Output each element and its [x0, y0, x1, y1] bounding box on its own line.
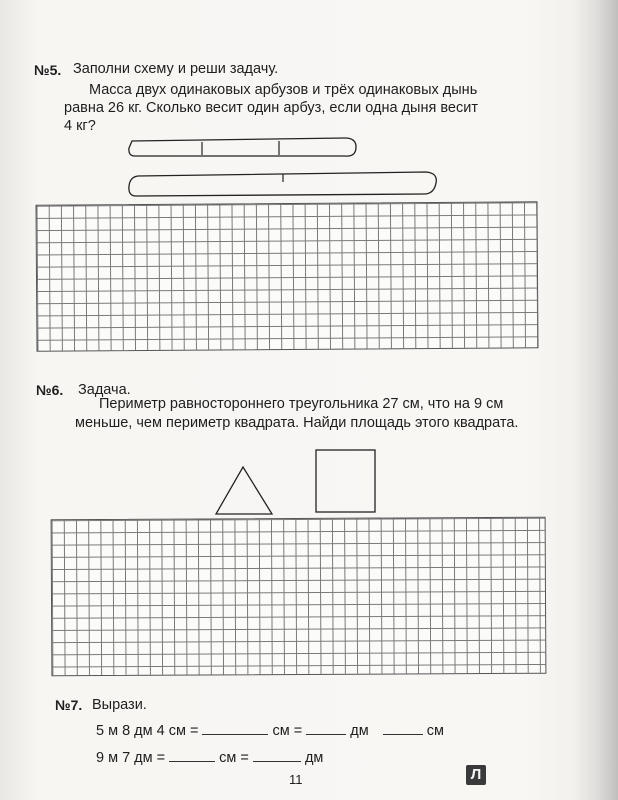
task6-number: №6.: [36, 382, 64, 398]
task7-title: Вырази.: [92, 697, 147, 713]
task5-answer-grid[interactable]: [35, 201, 538, 352]
task5-title: Заполни схему и реши задачу.: [73, 61, 279, 77]
task7-row1: [96, 722, 444, 740]
row1-expression: 5 м 8 дм 4 см =: [96, 723, 199, 739]
publisher-logo: Л: [466, 765, 486, 785]
task5-text-line1: Масса двух одинаковых арбузов и трёх одинаковых дынь: [89, 82, 478, 98]
task7-row2: [96, 749, 323, 767]
task6-text-line1: Периметр равностороннего треугольника 27 см, что на 9 см: [99, 396, 504, 412]
scheme-bar-watermelons: [129, 138, 356, 156]
row2-answer-dm[interactable]: [253, 749, 301, 762]
task6-text-line2: меньше, чем периметр квадрата. Найди площадь этого квадрата.: [75, 415, 519, 431]
square-figure: [316, 450, 375, 512]
triangle-figure: [216, 467, 272, 514]
row2-unit-dm: дм: [304, 750, 324, 766]
row1-unit-cm: см =: [272, 723, 303, 739]
page-number: 11: [289, 772, 303, 787]
row1-unit-cm2: см: [426, 723, 445, 739]
task5-number: №5.: [34, 62, 62, 78]
page-spine-shadow: [574, 0, 618, 800]
task6-answer-grid[interactable]: [51, 517, 547, 677]
row2-answer-cm[interactable]: [169, 749, 215, 762]
task5-scheme: [120, 130, 450, 205]
row1-answer-cm[interactable]: [202, 722, 268, 735]
row2-unit-cm: см =: [219, 750, 249, 766]
task5-text-line3: 4 кг?: [64, 118, 96, 134]
row1-answer-dm[interactable]: [306, 722, 346, 735]
row2-expression: 9 м 7 дм =: [96, 750, 166, 766]
task6-title: Задача.: [78, 382, 131, 398]
task6-figures: [210, 445, 380, 520]
row1-answer-cm2[interactable]: [383, 722, 423, 735]
task5-text-line2: равна 26 кг. Сколько весит один арбуз, если одна дыня весит: [64, 100, 478, 116]
task7-number: №7.: [55, 697, 83, 713]
row1-unit-dm: дм: [350, 723, 369, 739]
